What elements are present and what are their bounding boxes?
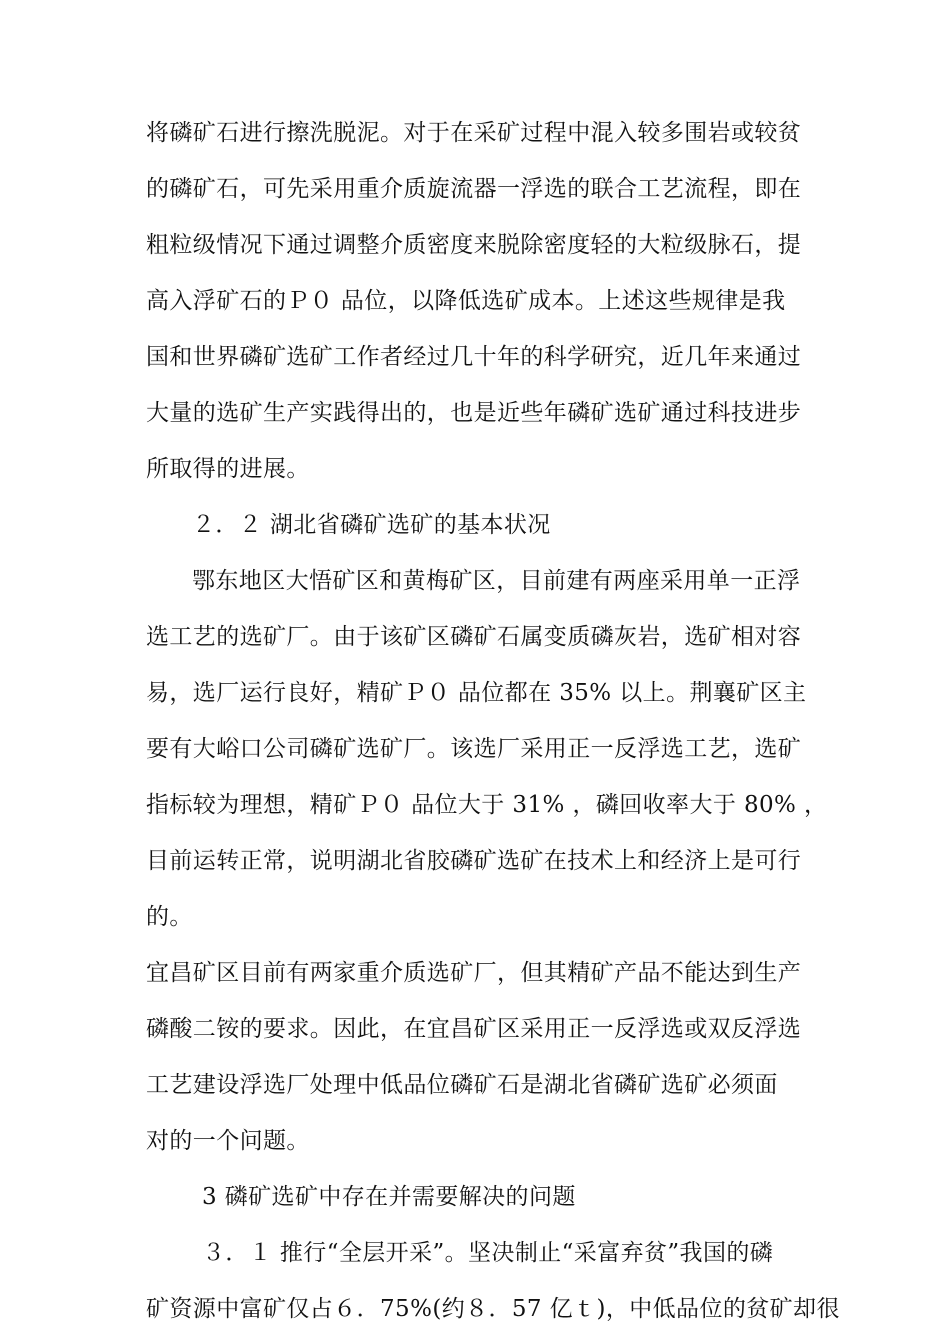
section-heading: 3 磷矿选矿中存在并需要解决的问题 <box>202 1184 576 1210</box>
paragraph-line: 国和世界磷矿选矿工作者经过几十年的科学研究，近几年来通过 <box>146 344 802 370</box>
paragraph-line: 大量的选矿生产实践得出的，也是近些年磷矿选矿通过科技进步 <box>146 400 802 426</box>
paragraph-line: 要有大峪口公司磷矿选矿厂。该选厂采用正一反浮选工艺，选矿 <box>146 736 802 762</box>
paragraph-line: ３．１ 推行“全层开采”。坚决制止“采富弃贫”我国的磷 <box>202 1240 774 1266</box>
paragraph-line: 粗粒级情况下通过调整介质密度来脱除密度轻的大粒级脉石，提 <box>146 232 802 258</box>
paragraph-line: 选工艺的选矿厂。由于该矿区磷矿石属变质磷灰岩，选矿相对容 <box>146 624 802 650</box>
paragraph-line: 所取得的进展。 <box>146 456 310 482</box>
paragraph-line: 将磷矿石进行擦洗脱泥。对于在采矿过程中混入较多围岩或较贫 <box>146 120 802 146</box>
paragraph-line: 对的一个问题。 <box>146 1128 310 1154</box>
paragraph-line: 矿资源中富矿仅占６．75%(约８．57 亿ｔ)，中低品位的贫矿却很 <box>146 1296 840 1322</box>
paragraph-line: 宜昌矿区目前有两家重介质选矿厂，但其精矿产品不能达到生产 <box>146 960 802 986</box>
paragraph-line: 磷酸二铵的要求。因此，在宜昌矿区采用正一反浮选或双反浮选 <box>146 1016 802 1042</box>
paragraph-line: 易，选厂运行良好，精矿Ｐ０ 品位都在 35% 以上。荆襄矿区主 <box>146 680 807 706</box>
paragraph-line: 的磷矿石，可先采用重介质旋流器一浮选的联合工艺流程，即在 <box>146 176 802 202</box>
paragraph-line: 的。 <box>146 904 193 930</box>
paragraph-line: 指标较为理想，精矿Ｐ０ 品位大于 31% ，磷回收率大于 80% ， <box>146 792 828 818</box>
paragraph-line: 高入浮矿石的Ｐ０ 品位，以降低选矿成本。上述这些规律是我 <box>146 288 786 314</box>
section-heading: ２．２ 湖北省磷矿选矿的基本状况 <box>192 512 551 538</box>
paragraph-line: 目前运转正常，说明湖北省胶磷矿选矿在技术上和经济上是可行 <box>146 848 802 874</box>
paragraph-line: 工艺建设浮选厂处理中低品位磷矿石是湖北省磷矿选矿必须面 <box>146 1072 778 1098</box>
paragraph-line: 鄂东地区大悟矿区和黄梅矿区，目前建有两座采用单一正浮 <box>192 568 801 594</box>
